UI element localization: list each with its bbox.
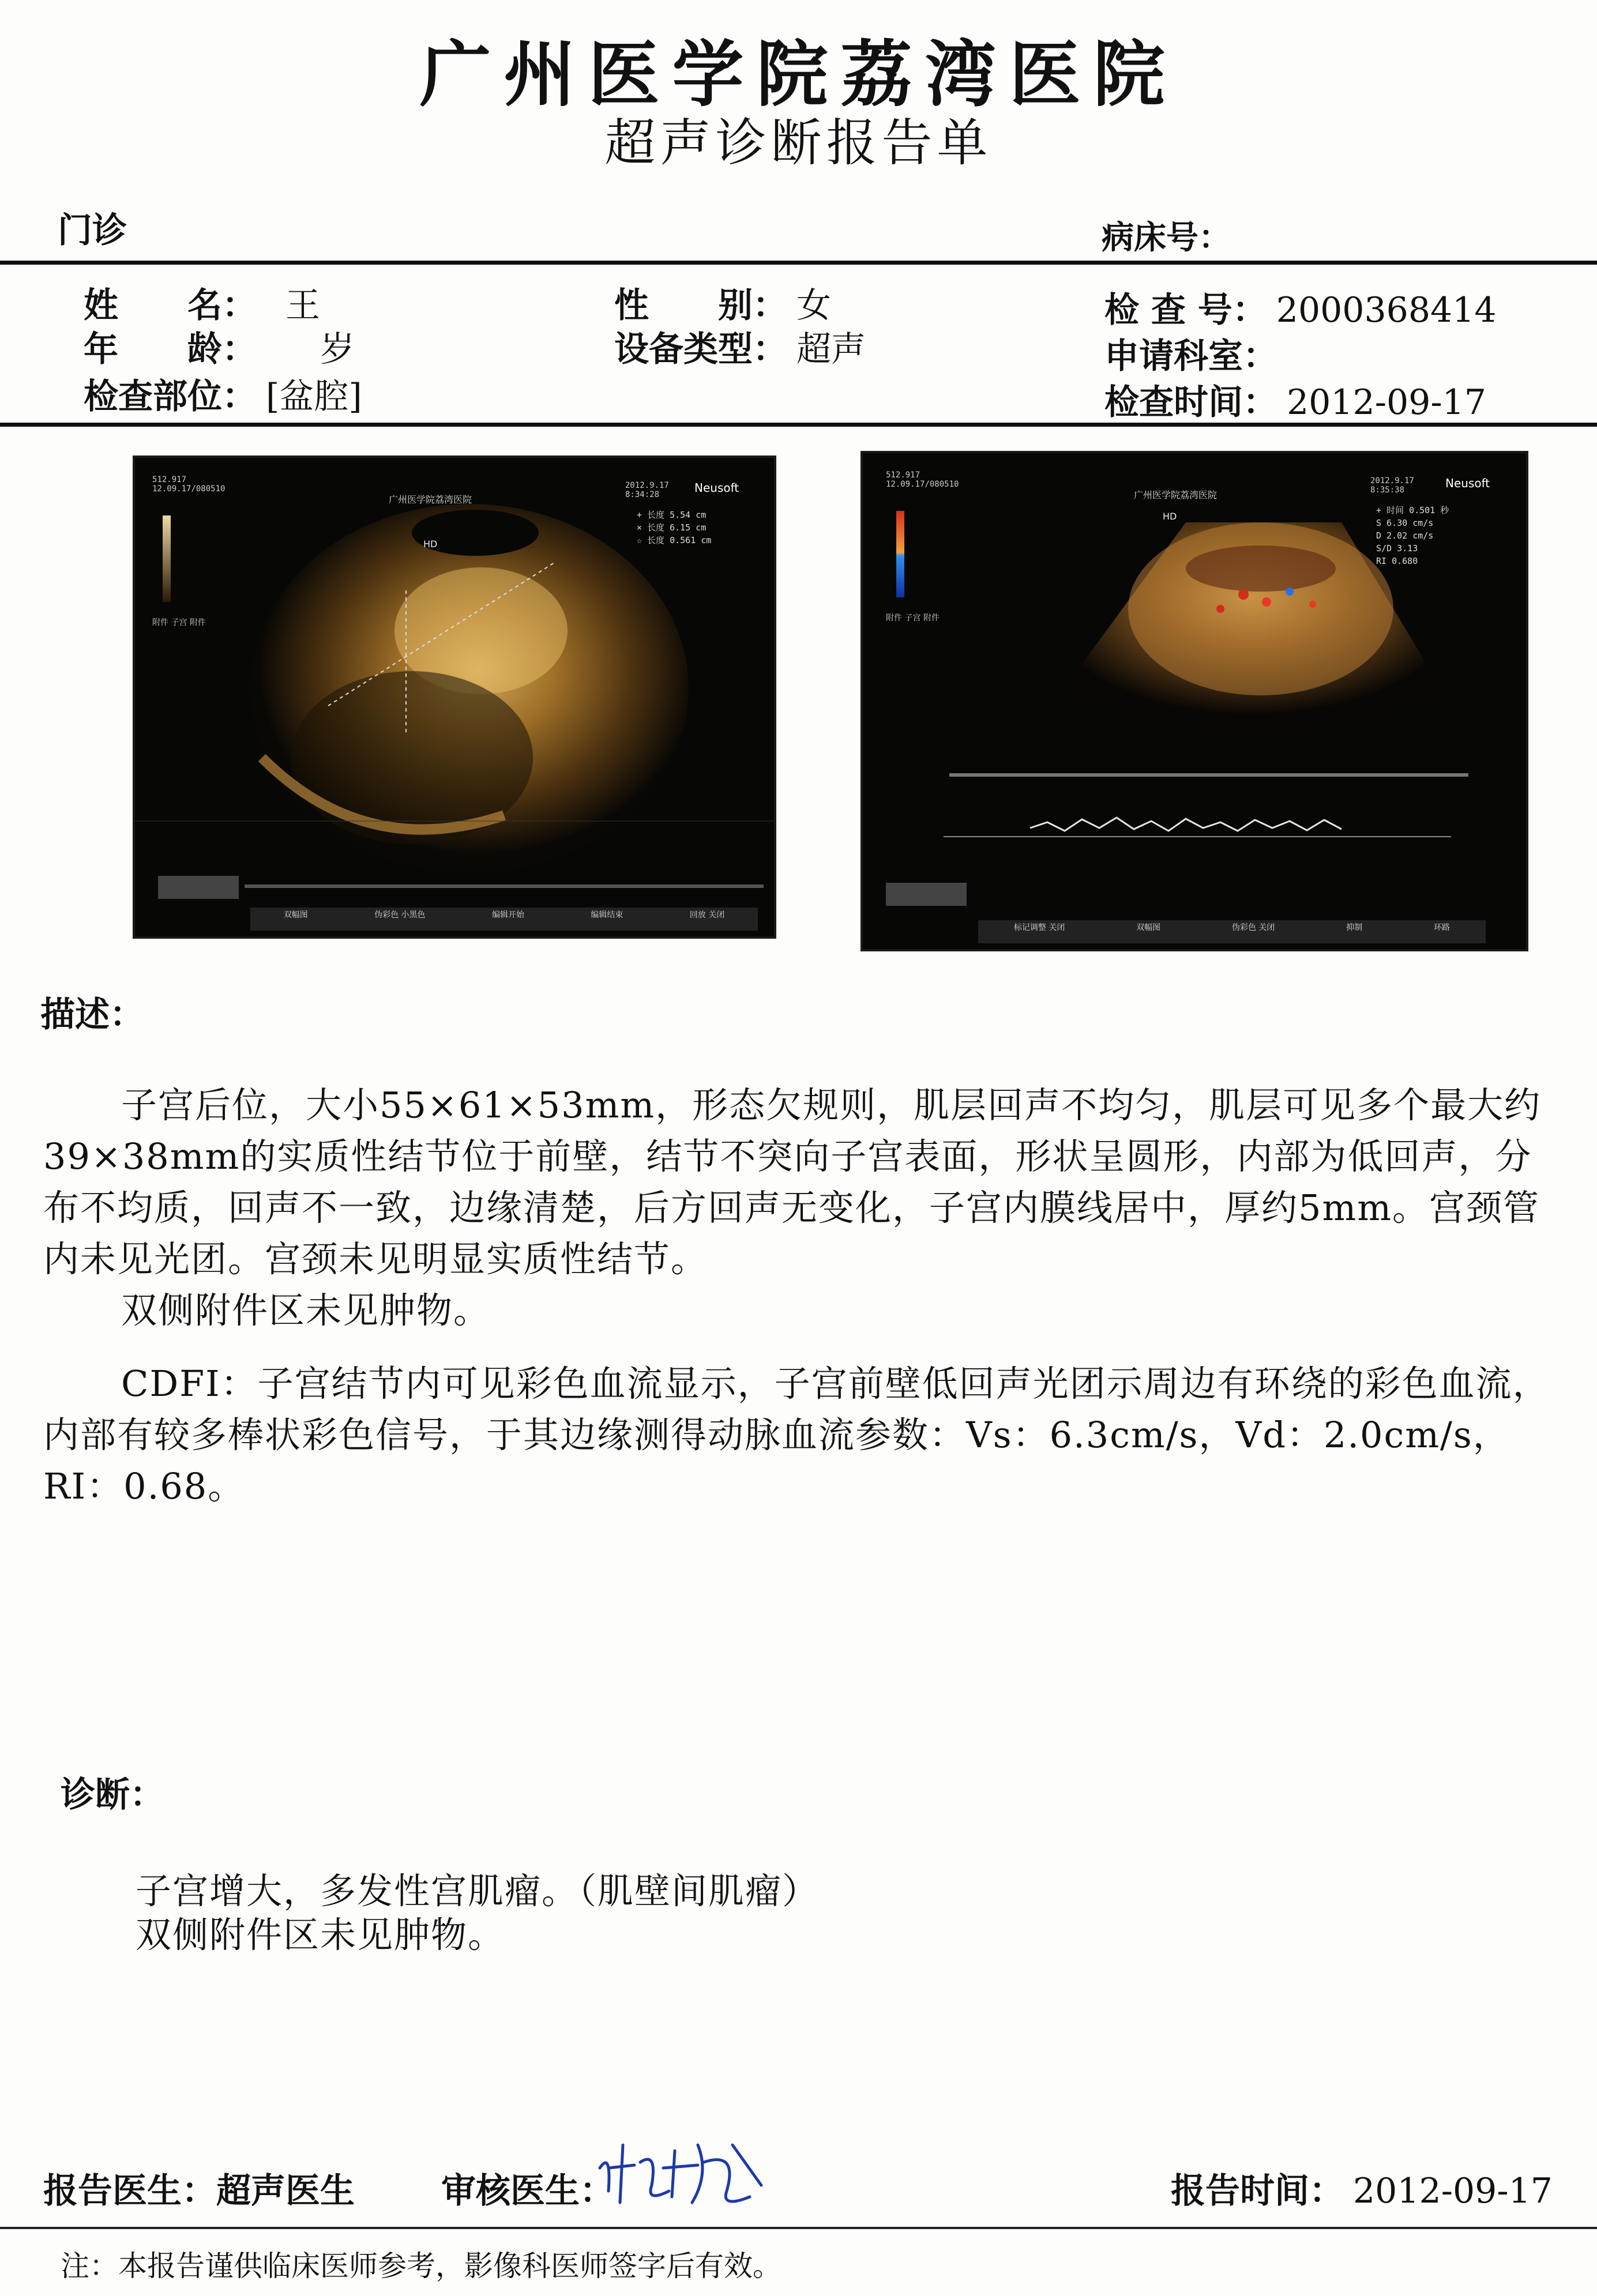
report-title: 超声诊断报告单 [604,113,993,172]
us-right-measure-1: + 时间 0.501 秒 [1376,505,1449,515]
device-value: 超声 [796,329,866,370]
exam-no-label: 检 查 号： [1104,290,1267,330]
us-right-hd: HD [1163,511,1177,522]
exam-time-value: 2012-09-17 [1287,382,1486,423]
diagnosis-body [136,1869,1520,1957]
us-left-footer-buttons [250,909,758,920]
us-right-brand: Neusoft [1445,476,1490,490]
exam-part-value: [盆腔] [266,377,362,417]
report-doctor-field [43,2163,355,2213]
age-label: 年 龄： [84,329,257,370]
us-right-probe: 附件 子宫 附件 [886,613,940,623]
exam-time-label: 检查时间： [1104,382,1277,423]
footer-note: 注：本报告谨供临床医师参考，影像科医师签字后有效。 [61,2249,781,2283]
footer-rule [0,2227,1597,2229]
header-rule [0,261,1597,265]
us-left-brand: Neusoft [694,481,739,495]
ultrasound-image-right [860,451,1528,951]
gender-label: 性 别： [614,285,787,326]
diagnosis-heading: 诊断： [61,1775,164,1815]
info-rule [0,423,1597,427]
patient-age-field [84,322,355,371]
bed-label: 病床号： [1102,219,1231,257]
us-right-hospital: 广州医学院荔湾医院 [1134,490,1218,500]
us-left-btn-4: 编辑结束 [591,910,623,920]
us-right-measure-4: S/D 3.13 [1376,543,1418,554]
name-value: 王 [285,285,320,326]
us-left-measure-3: ☆ 长度 0.561 cm [637,535,712,545]
us-left-probe: 附件 子宫 附件 [152,618,206,627]
diagnosis-line-1: 子宫增大，多发性宫肌瘤。（肌壁间肌瘤） [136,1870,820,1912]
us-right-btn-4: 抑制 [1346,923,1363,932]
review-doctor-label: 审核医生： [441,2171,614,2211]
us-left-datetime: 2012.9.17 8:34:28 [625,481,669,499]
exam-no-field [1104,283,1497,332]
description-body [43,1079,1566,1512]
reviewer-signature [588,2128,773,2214]
description-paragraph-1: 子宫后位，大小55×61×53mm，形态欠规则，肌层回声不均匀，肌层可见多个最大约39×38mm的实质性结节位于前壁，结节不突向子宫表面，形状呈圆形，内部为低回声，分布不均质，回声不一致，边缘清楚，后方回声无变化，子宫内膜线居中，厚约5mm。宫颈管内未见光团。宫颈未见明显实质性结节。 [43,1084,1542,1280]
us-right-btn-5: 环路 [1434,923,1451,932]
us-right-id: 512.917 12.09.17/080510 [886,471,959,489]
description-heading: 描述： [40,995,144,1035]
device-type-field [614,322,866,371]
us-right-btn-3: 伪彩色 关闭 [1231,923,1275,932]
hospital-name: 广州医学院荔湾医院 [419,33,1178,116]
us-left-hospital: 广州医学院荔湾医院 [389,494,472,505]
us-left-btn-5: 回放 关闭 [689,910,725,920]
us-left-measurements [637,509,711,547]
exam-part-field [84,369,362,419]
us-left-measure-2: × 长度 6.15 cm [637,522,707,533]
exam-part-label: 检查部位： [84,377,257,417]
report-doctor-value: 超声医生 [216,2171,355,2211]
department-field [1104,329,1277,378]
us-right-btn-2: 双幅图 [1136,923,1161,932]
us-right-datetime: 2012.9.17 8:35:38 [1370,476,1414,495]
us-left-btn-2: 伪彩色 小黑色 [374,910,426,920]
us-right-footer-buttons [978,921,1486,933]
department-label: 申请科室： [1104,336,1277,377]
us-left-btn-3: 编辑开始 [491,910,524,920]
us-left-measure-1: + 长度 5.54 cm [637,510,707,520]
report-doctor-label: 报告医生： [43,2171,216,2211]
name-label: 姓 名： [84,285,257,326]
report-time-value: 2012-09-17 [1353,2171,1553,2211]
report-time-label: 报告时间： [1171,2171,1344,2211]
us-right-btn-1: 标记调整 关闭 [1013,923,1065,932]
us-right-measurements [1376,504,1449,567]
device-label: 设备类型： [614,329,787,370]
gender-value: 女 [796,285,831,326]
description-paragraph-cdfi: CDFI：子宫结节内可见彩色血流显示，子宫前壁低回声光团示周边有环绕的彩色血流，内部有较多棒状彩色信号，于其边缘测得动脉血流参数：Vs：6.3cm/s，Vd：2.0cm/s，RI：0.68。 [43,1362,1550,1507]
patient-gender-field [614,278,831,328]
us-left-hd: HD [423,539,438,549]
age-value: 岁 [320,329,355,370]
us-left-btn-1: 双幅图 [283,910,308,920]
report-time-field [1171,2163,1553,2213]
visit-type: 门诊 [58,210,127,251]
us-left-id: 512.917 12.09.17/080510 [152,475,226,494]
exam-time-field [1104,375,1486,424]
us-right-measure-3: D 2.02 cm/s [1376,530,1434,541]
ultrasound-image-left [133,456,776,939]
us-right-measure-2: S 6.30 cm/s [1376,518,1434,528]
diagnosis-line-2: 双侧附件区未见肿物。 [136,1914,505,1956]
patient-name-field [84,278,320,328]
exam-no-value: 2000368414 [1276,290,1497,330]
us-right-measure-5: RI 0.680 [1376,556,1418,566]
description-paragraph-2: 双侧附件区未见肿物。 [121,1289,491,1331]
